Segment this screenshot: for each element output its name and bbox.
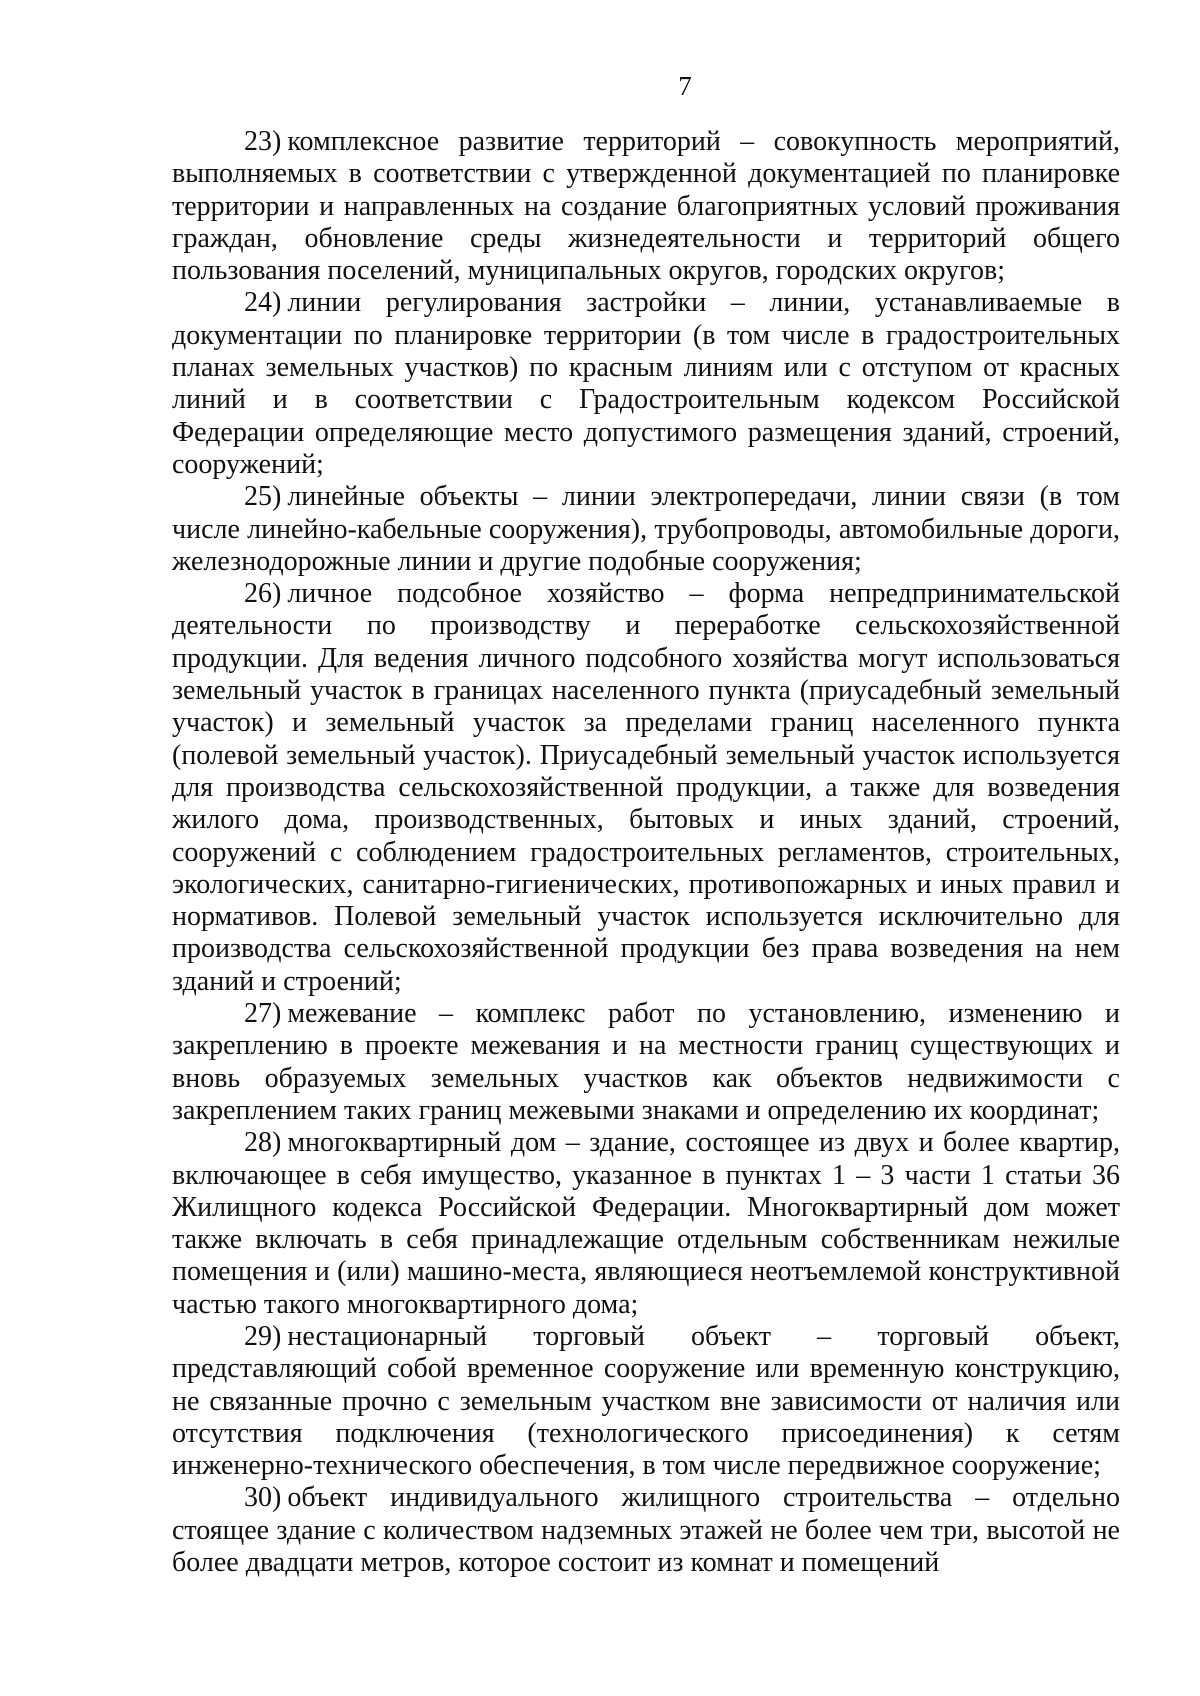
list-item-29 [172,1321,1120,1482]
list-item-25 [172,481,1120,578]
list-item-23 [172,126,1120,287]
item-number: 27) [244,998,282,1030]
item-number: 30) [244,1482,282,1514]
item-text: объект индивидуального жилищного строительства – отдельно стоящее здание с количеством надземных этажей не более чем три, высотой не более двадцати метров, которое состоит из комнат и помещений [172,1482,1120,1579]
item-number: 25) [244,481,282,513]
item-text: личное подсобное хозяйство – форма непредпринимательской деятельности по производству и переработке сельскохозяйственной продукции. Для ведения личного подсобного хозяйства могут использоваться земельный участок в границах населенного пункта (приусадебный земельный участок) и земельный участок за пределами границ населенного пункта (полевой земельный участок). Приусадебный земельный участок используется для производства сельскохозяйственной продукции, а также для возведения жилого дома, производственных, бытовых и иных зданий, строений, сооружений с соблюдением градостроительных регламентов, строительных, экологических, санитарно-гигиенических, противопожарных и иных правил и нормативов. Полевой земельный участок используется исключительно для производства сельскохозяйственной продукции без права возведения на нем зданий и строений; [172,578,1120,997]
item-number: 24) [244,287,282,319]
page-number: 7 [678,71,692,101]
item-text: комплексное развитие территорий – совокупность мероприятий, выполняемых в соответствии с утвержденной документацией по планировке территории и направленных на создание благоприятных условий проживания граждан, обновление среды жизнедеятельности и территорий общего пользования поселений, муниципальных округов, городских округов; [172,126,1120,287]
list-item-27 [172,998,1120,1127]
item-number: 23) [244,126,282,157]
document-body [172,126,1120,1579]
item-text: нестационарный торговый объект – торговый объект, представляющий собой временное сооружение или временную конструкцию, не связанные прочно с земельным участком вне зависимости от наличия или отсутствия подключения (технологического присоединения) к сетям инженерно-технического обеспечения, в том числе передвижное сооружение; [172,1320,1120,1482]
item-text: многоквартирный дом – здание, состоящее из двух и более квартир, включающее в себя имущество, указанное в пунктах 1 – 3 части 1 статьи 36 Жилищного кодекса Российской Федерации. Многоквартирный дом может также включать в себя принадлежащие отдельным собственникам нежилые помещения и (или) машино-места, являющиеся неотъемлемой конструктивной частью такого многоквартирного дома; [172,1127,1120,1320]
item-text: линии регулирования застройки – линии, устанавливаемые в документации по планировке территории (в том числе в градостроительных планах земельных участков) по красным линиям или с отступом от красных линий и в соответствии с Градостроительным кодексом Российской Федерации определяющие место допустимого размещения зданий, строений, сооружений; [172,287,1120,480]
item-number: 29) [244,1320,282,1352]
item-number: 28) [244,1127,282,1159]
list-item-30 [172,1482,1120,1579]
list-item-24 [172,287,1120,481]
list-item-26 [172,578,1120,998]
item-number: 26) [244,578,282,610]
item-text: линейные объекты – линии электропередачи, линии связи (в том числе линейно-кабельные сооружения), трубопроводы, автомобильные дороги, железнодорожные линии и другие подобные сооружения; [172,481,1120,577]
item-text: межевание – комплекс работ по установлению, изменению и закреплению в проекте межевания и на местности границ существующих и вновь образуемых земельных участков как объектов недвижимости с закреплением таких границ межевыми знаками и определению их координат; [172,998,1120,1126]
list-item-28 [172,1127,1120,1321]
